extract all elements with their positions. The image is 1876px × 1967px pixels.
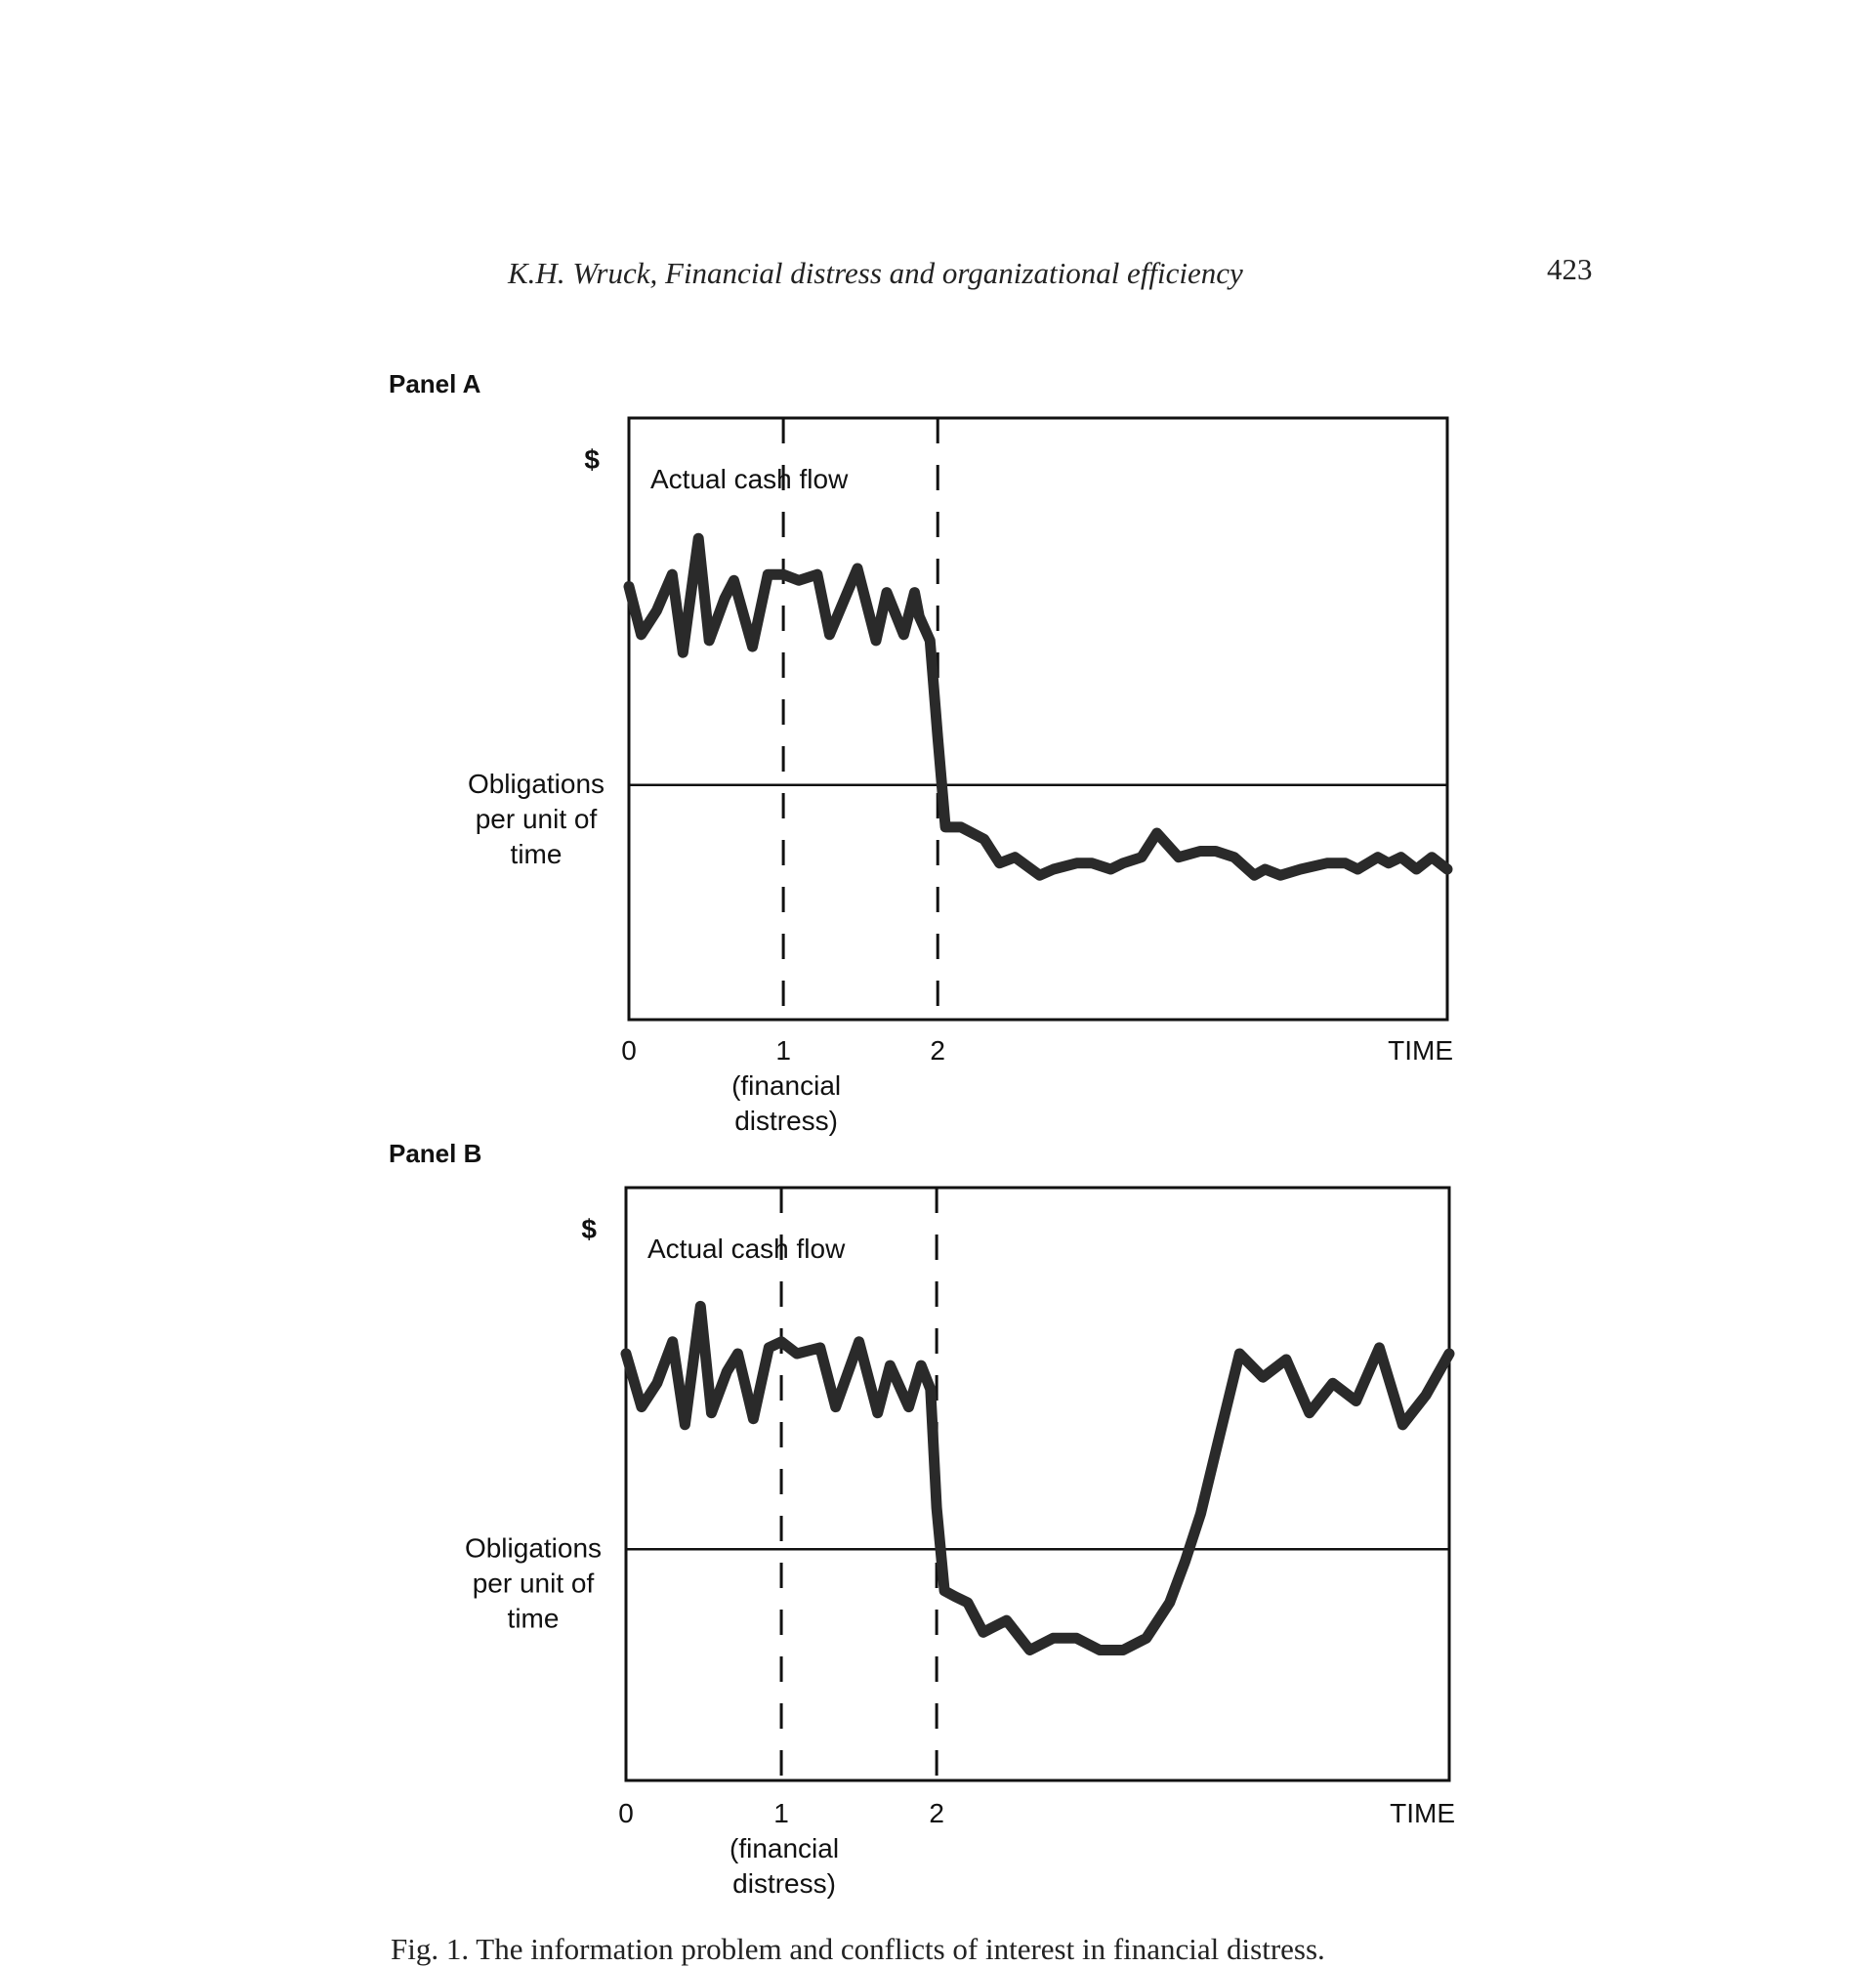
panel-a-y-axis-symbol: $ <box>584 444 600 475</box>
panel-b-plot-frame <box>626 1188 1449 1780</box>
panel-a-x-tick-label-1-line-1: 1 <box>775 1035 791 1066</box>
figure-caption: Fig. 1. The information problem and conflicts of interest in financial distress. <box>391 1932 1325 1966</box>
page-number: 423 <box>1547 252 1593 286</box>
panel-b-x-tick-label-2-line-1: 2 <box>929 1798 944 1828</box>
panel-a-obligations-label-line-2: per unit of <box>475 803 598 834</box>
panel-b-x-tick-label-1-line-3: distress) <box>732 1868 836 1899</box>
panel-b-cash-flow-line <box>626 1306 1449 1650</box>
panel-a-obligations-label-line-1: Obligations <box>467 768 605 799</box>
panel-b-label: Panel B <box>389 1139 482 1168</box>
panel-a-x-tick-label-2-line-1: 2 <box>930 1035 946 1066</box>
running-head: K.H. Wruck, Financial distress and organizational efficiency <box>508 256 1243 290</box>
panel-b-x-tick-label-0-line-1: 0 <box>618 1798 634 1828</box>
panel-a-x-tick-label-0-line-1: 0 <box>621 1035 637 1066</box>
panel-a-x-tick-label-1-line-3: distress) <box>734 1106 839 1136</box>
panel-a-obligations-label-line-3: time <box>510 838 563 869</box>
panel-b-obligations-label-line-2: per unit of <box>472 1568 595 1599</box>
panel-b-x-tick-label-1-line-1: 1 <box>773 1798 789 1828</box>
panel-a-x-axis-label: TIME <box>1388 1035 1453 1066</box>
panel-a-plot-frame <box>629 418 1447 1020</box>
panel-a-label: Panel A <box>389 369 481 398</box>
panel-b-series-label: Actual cash flow <box>647 1234 846 1264</box>
panel-a-series-label: Actual cash flow <box>650 464 849 494</box>
panel-b-obligations-label-line-1: Obligations <box>464 1532 603 1564</box>
panel-b-obligations-label-line-3: time <box>507 1603 560 1634</box>
panel-b-x-tick-label-1-line-2: (financial <box>730 1833 840 1863</box>
panel-a-cash-flow-line <box>629 538 1447 875</box>
panel-a-x-tick-label-1-line-2: (financial <box>731 1070 842 1101</box>
panel-b-x-axis-label: TIME <box>1390 1798 1455 1828</box>
panel-b-y-axis-symbol: $ <box>581 1214 597 1244</box>
